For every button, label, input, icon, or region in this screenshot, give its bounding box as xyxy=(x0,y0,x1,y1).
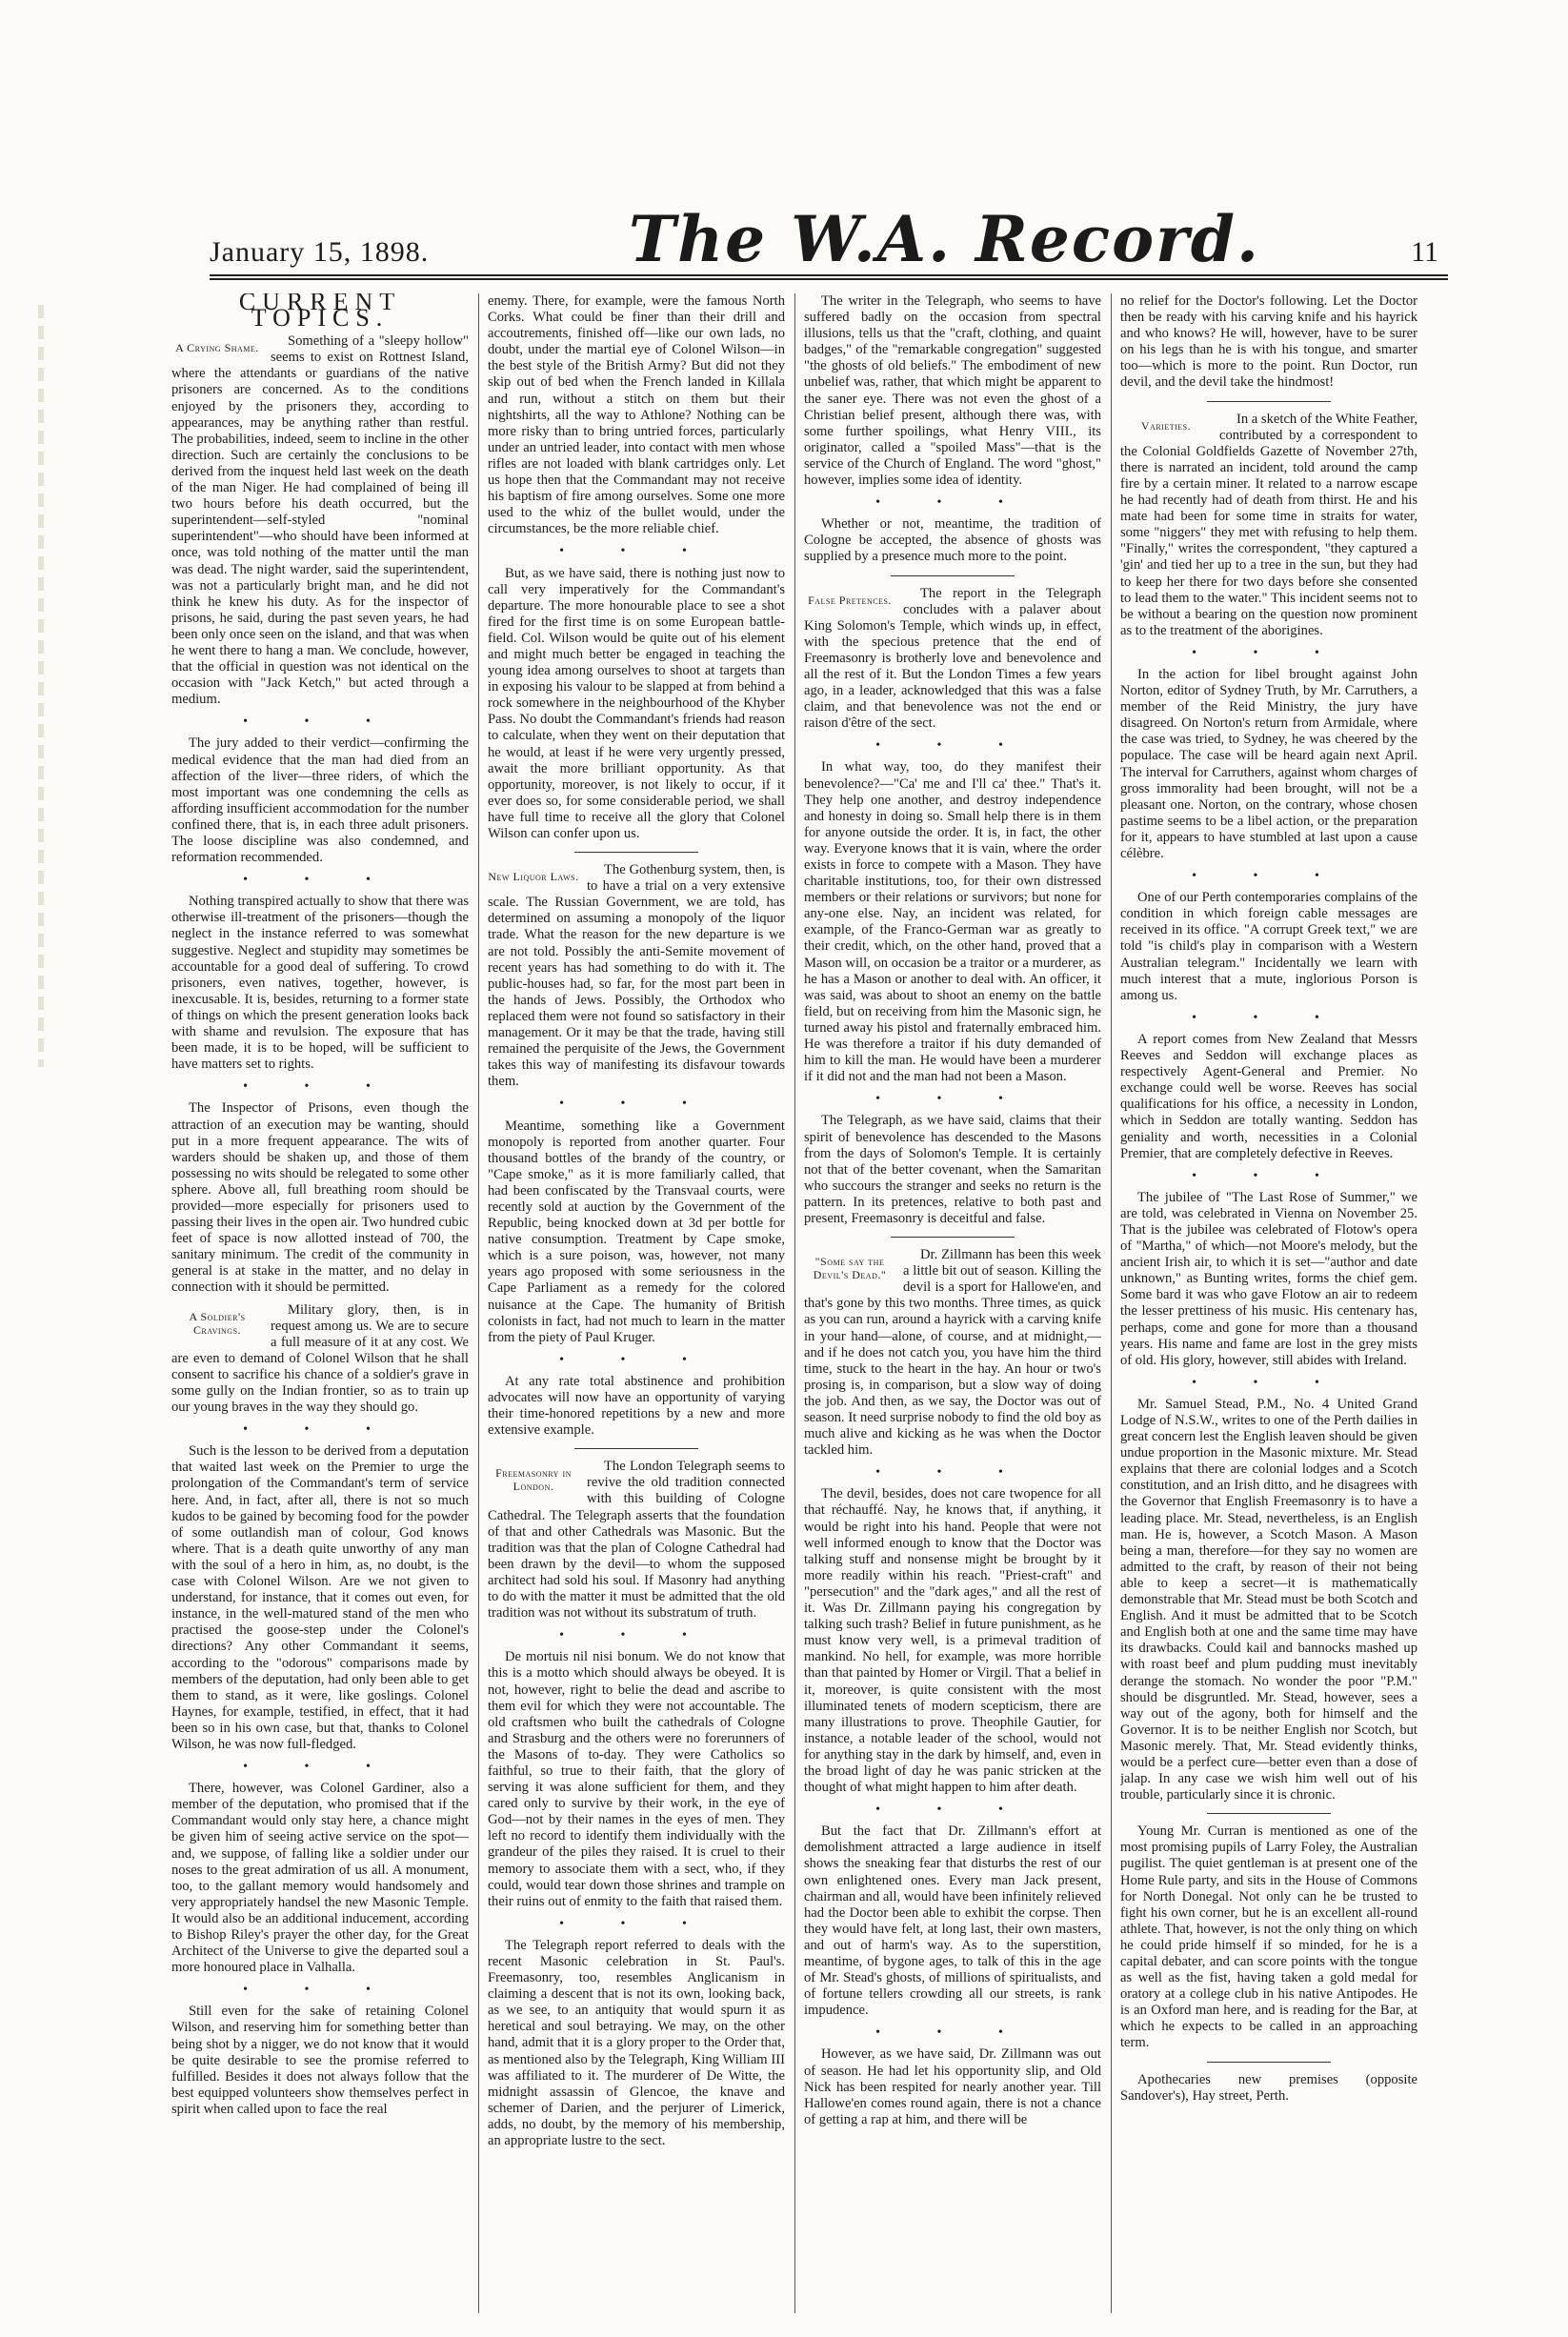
separator-dots: • • • xyxy=(559,1628,714,1643)
separator-dots: • • • xyxy=(1192,869,1346,884)
newspaper-page xyxy=(38,38,1524,2320)
section-title: CURRENT TOPICS. xyxy=(238,293,402,332)
paragraph: The Gothenburg system, then, is to have a trial on a very extensive scale. The Russian Government, we are told, has determined on assuming a monopoly of the liquor trade. What the reason for the new departure is we are not told. Possibly the anti-Semite movement of recent years has had something to do with it. The public-houses had, so far, for the most part been in the hands of Jews. Possibly, the Orthodox who replaced them were not found so satisfactory in their management. Or it may be that the trade, having still remained the perquisite of the Jews, the Government takes this way of manifesting its disfavour towards them. xyxy=(488,862,785,1090)
paragraph: In what way, too, do they manifest their benevolence?—"Ca' me and I'll ca' thee." That's it. They help one another, and destroy independence and honesty in doing so. Small help there is in them for anyone outside the order. It is, in fact, the other way. Everyone knows that it is vain, where the order exists in force to compete with a Mason. They have charitable institutions, too, for their own distressed members or their relations or survivors; but none for any-one else. Nay, an incident was related, for example, of the Franco-German war as greatly to their credit, which, on the other hand, proved that a Mason will, on occasion be a traitor or a murderer, as he has a Mason or another to deal with. An officer, it was said, was about to shoot an enemy on the battle field, but on receiving from him the Masonic sign, he turned away his pistol and fraternally embraced him. He was therefore a traitor if his duty demanded of him to kill the man. He would have been a murderer if it did not and the man had not been a Mason. xyxy=(804,759,1101,1085)
separator-dots: • • • xyxy=(559,544,714,559)
separator-dots: • • • xyxy=(243,873,397,888)
paragraph: Mr. Samuel Stead, P.M., No. 4 United Grand Lodge of N.S.W., writes to one of the Perth dailies in great concern lest the English leaven should be given undue proportion in the Masonic mixture. Mr. Stead explains that there are colonial lodges and a Scotch constitution, and an Irish ditto, and he disagrees with the Governor that English Freemasonry is to have a leading place. Mr. Stead, nevertheless, is an English man. He is, however, a Scotch Mason. A Mason being a man, therefore—for they say no women are admitted to the craft, by reason of their not being able to keep a secret—it is mathematically demonstrable that Mr. Stead must be both Scotch and English. And it must be admitted that to be Scotch and English both at one and the same time may have its drawbacks. Could kail and bannocks mashed up with roast beef and plum pudding must inevitably derange the stomach. No wonder the poor "P.M." should be disgruntled. Mr. Stead, however, sees a way out of the agony, both for himself and the Governor. It is to be neither English nor Scotch, but Masonic merely. That, Mr. Stead evidently thinks, would be a perfect cure—better even than a dose of jalap. In any case we wish him well out of his trouble, particularly since it is chronic. xyxy=(1120,1396,1417,1803)
masthead xyxy=(38,181,1524,276)
column-rule xyxy=(794,293,795,2313)
separator-dots: • • • xyxy=(875,1092,1030,1107)
separator-dots: • • • xyxy=(243,715,397,730)
section-divider xyxy=(891,575,1015,576)
separator-dots: • • • xyxy=(875,2025,1030,2041)
column-3 xyxy=(804,293,1101,2313)
page-number: 11 xyxy=(1411,236,1438,268)
side-heading-new-liquor-laws: New Liquor Laws. xyxy=(488,870,579,884)
advertisement: Apothecaries new premises (opposite Sandover's), Hay street, Perth. xyxy=(1120,2071,1417,2104)
paragraph: One of our Perth contemporaries complains of the condition in which foreign cable messages are received in its office. "A corrupt Greek text," we are told "is child's play in comparison with a Western Australian telegram." Incidentally we learn with much interest that a mute, inglorious Porson is among us. xyxy=(1120,890,1417,1003)
paragraph: The report in the Telegraph concludes with a palaver about King Solomon's Temple, which winds up, in effect, with the specious pretence that the end of Freemasonry is brotherly love and benevolence and all the rest of it. But the London Times a few years ago, in a leader, acknowledged that this was a false claim, and that benevolence was not the end or raison d'être of the sect. xyxy=(804,585,1101,732)
separator-dots: • • • xyxy=(875,1803,1030,1818)
section-divider xyxy=(574,852,698,853)
column-1 xyxy=(171,293,469,2313)
separator-dots: • • • xyxy=(875,495,1030,511)
paragraph: The London Telegraph seems to revive the old tradition connected with this building of Cologne Cathedral. The Telegraph asserts that the foundation of that and other Cathedrals was Masonic. But the tradition was that the plan of Cologne Cathedral had been drawn by the devil—to whom the supposed architect had sold his soul. If Masonry had anything to do with the matter it must be admitted that the old tradition was not without its substratum of truth. xyxy=(488,1459,785,1622)
paragraph: Dr. Zillmann has been this week a little bit out of season. Killing the devil is a sport for Hallowe'en, and that's gone by this two months. Three times, as quick as you can run, around a hayrick with a carving knife in your hand—alone, of course, and at midnight,—and if he does not catch you, you have him the third time, stuck to the heart in the hay. An hour or two's prosing is, in comparison, but a slow way of doing the job. And then, as we say, the Doctor was out of season. It need surprise nobody to find the old boy as much alive and kicking as he was when the Doctor tackled him. xyxy=(804,1247,1101,1459)
side-heading-freemasonry-in-london: Freemasonry in London. xyxy=(495,1466,572,1494)
separator-dots: • • • xyxy=(875,738,1030,754)
section-divider xyxy=(574,1448,698,1449)
header-rule xyxy=(210,274,1448,276)
paragraph: The devil, besides, does not care twopence for all that réchauffé. Nay, he knows that, if anything, it would be right into his hand. People that were not well informed enough to know that the Doctor was talking stuff and nonsense might be brought by it more readily within his reach. "Priest-craft" and "persecution" and the "dark ages," and all the rest of it. Was Dr. Zillmann paying his congregation by talking such trash? Belief in future punishment, as he must know very well, is a primeval tradition of mankind. No hell, for example, was more horrible than that painted by Homer or Virgil. That a belief in it, moreover, is quite consistent with the most illuminated tenets of modern scepticism, there are many illustrations to prove. Theophile Gautier, for instance, a notable leader of the school, would not for anything stay in the dark by himself, and, even in the broad light of day he was panic stricken at the thought of what might happen to him after death. xyxy=(804,1486,1101,1796)
paragraph: Such is the lesson to be derived from a deputation that waited last week on the Premier to urge the prolongation of the Commandant's term of service here. And, in fact, after all, there is not so much kudos to be gained by becoming food for the powder of some outlandish man of colour, God knows where. That is a death quite unworthy of any man with the soul of a hero in him, as, no doubt, is the case with Colonel Wilson. Are we not given to understand, for instance, that it comes out even, for instance, in the well-matured stand of the men who practised the goose-step under the Colonel's directions? Any other Commandant it seems, according to the "odorous" comparisons made by members of the deputation, had only been able to get them to stand, as it were, like goslings. Colonel Haynes, for example, testified, in effect, that it had been so in his own case, but that, thanks to Colonel Wilson, he was now full-fledged. xyxy=(171,1443,469,1752)
separator-dots: • • • xyxy=(559,1352,714,1367)
separator-dots: • • • xyxy=(559,1097,714,1112)
paragraph: But, as we have said, there is nothing just now to call very imperatively for the Commandant's departure. The more honourable place to see a shot fired for the first time is on some European battle-field. Col. Wilson would be quite out of his element and might much better be engaged in teaching the young idea among ourselves to shoot at targets than in exposing his valour to be slapped at from behind a rock somewhere in the neighbourhood of the Khyber Pass. No doubt the Commandant's friends had reason to calculate, when they went on their deputation that he would, at least if he were very urgently pressed, await the more brilliant opportunity. As that opportunity, moreover, is not likely to occur, if it ever does so, for some considerable period, we shall have full time to receive all the glory that Colonel Wilson can confer upon us. xyxy=(488,565,785,841)
separator-dots: • • • xyxy=(243,1079,397,1095)
column-rule xyxy=(1111,293,1112,2313)
paragraph: The jubilee of "The Last Rose of Summer," we are told, was celebrated in Vienna on November 25. That is the jubilee was celebrated of Flotow's opera of "Martha," of which—not Moore's melody, but the ancient Irish air, to which it is set—"author and date unknown," as Bunting writes, forms the chief gem. Some bard it was who gave Flotow an air to redeem the lesser prettiness of his music. His centenary has, perhaps, come and gone for more than a thousand years. His name and fame are lost in the grey mists of old. His glory, however, still abides with Ireland. xyxy=(1120,1189,1417,1368)
paragraph: The Telegraph report referred to deals with the recent Masonic celebration in St. Paul's. Freemasonry, too, resembles Anglicanism in claiming a descent that is not its own, looking back, as we see, to an antiquity that would spurn it as heretical and soul betraying. We may, on the other hand, admit that it is a glory proper to the Order that, as mentioned also by the Telegraph, King William III was affiliated to it. The murderer of De Witte, the midnight assassin of Glencoe, the knave and schemer of Darien, and the perjurer of Limerick, adds, no doubt, by the memory of his membership, an appropriate lustre to the sect. xyxy=(488,1937,785,2149)
paragraph: Military glory, then, is in request among us. We are to secure a full measure of it at any cost. We are even to demand of Colonel Wilson that he shall consent to sacrifice his chance of a soldier's grave in some gully on the Indian frontier, so as to train up our young braves in the way they should go. xyxy=(171,1301,469,1416)
separator-dots: • • • xyxy=(243,1983,397,1998)
paragraph: De mortuis nil nisi bonum. We do not know that this is a motto which should always be obeyed. It is not, however, right to belie the dead and ascribe to them evil for which they were not accountable. The old craftsmen who built the cathedrals of Cologne and Strasburg and the others were no forerunners of the Masons of to-day. They were Catholics so faithful, so true to their faith, that the glory of serving it was alone sufficient for them, and they cared only to survive by their work, in the eye of God—not by their names in the eyes of men. They left no record to identify them individually with the grandeur of the piles they raised. It is cruel to their memory to associate them with a sect, who, if they could, would tear down those shrines and trample on their ruins out of enmity to the faith that raised them. xyxy=(488,1649,785,1909)
paragraph: enemy. There, for example, were the famous North Corks. What could be finer than their drill and accoutrements, finished off—like our own lads, no doubt, under the martial eye of Colonel Wilson—in the best style of the British Army? But did not they skip out of bed when the French landed in Killala and run, without a stitch on them but their nightshirts, all the way to Athlone? Nothing can be more risky than to bring untried forces, particularly under an untried leader, into contact with men whose rifles are not loaded with blank cartridges only. Let us hope then that the Commandant may not receive his baptism of fire among ourselves. Some one more used to the whiz of the bullet would, under the circumstances, be the more reliable chief. xyxy=(488,293,785,537)
side-heading-varieties: Varieties. xyxy=(1140,418,1192,433)
paragraph: Still even for the sake of retaining Colonel Wilson, and reserving him for something better than being shot by a nigger, we do not know that it would be quite desirable to see the promise referred to fulfilled. Besides it does not always follow that the best equipped volunteers show themselves perfect in spirit when called upon to face the real xyxy=(171,2004,469,2117)
paragraph: There, however, was Colonel Gardiner, also a member of the deputation, who promised that if the Commandant would only stay here, a chance might be given him of seeing active service on the spot—and, we suppose, of falling like a soldier under our noses to the great admiration of us all. A monument, too, to the gallant memory would handsomely and very appropriately handsel the new Masonic Temple. It would also be an additional inducement, according to Bishop Riley's prayer the other day, for the Great Architect of the Universe to give the departed soul a more honoured place in Valhalla. xyxy=(171,1781,469,1976)
paragraph: A report comes from New Zealand that Messrs Reeves and Seddon will exchange places as respectively Agent-General and Premier. No exchange could well be worse. Reeves has social qualifications for his office, a necessity in London, which in Seddon are totally wanting. Seddon has geniality and worth, necessities in a Colonial Premier, that are completely defective in Reeves. xyxy=(1120,1031,1417,1161)
column-rule xyxy=(478,293,479,2313)
separator-dots: • • • xyxy=(1192,1375,1346,1390)
side-heading-false-pretences: False Pretences. xyxy=(808,593,892,607)
paragraph: At any rate total abstinence and prohibition advocates will now have an opportunity of varying their time-honored repetitions by a new and more extensive example. xyxy=(488,1373,785,1439)
separator-dots: • • • xyxy=(559,1916,714,1931)
paragraph: However, as we have said, Dr. Zillmann was out of season. He had let his opportunity slip, and Old Nick has been respited for nearly another year. Till Hallowe'en comes round again, there is not a chance of getting a rap at him, and there will be xyxy=(804,2046,1101,2127)
newspaper-title: The W.A. Record. xyxy=(629,202,1260,276)
paragraph: Meantime, something like a Government monopoly is reported from another quarter. Four thousand bottles of the brandy of the country, or "Cape smoke," as it is more familiarly called, that had been confiscated by the Transvaal courts, were recently sold at auction by the Government of the Republic, being knocked down at 3d per bottle for native consumption. Treatment by Cape smoke, which is a sure poison, was, however, not many years ago proposed with some seriousness in the Cape Parliament as a remedy for the colored nuisance at the Cape. The humanity of British colonists in fact, had not much to learn in the matter from the piety of Paul Kruger. xyxy=(488,1118,785,1345)
paragraph: Young Mr. Curran is mentioned as one of the most promising pupils of Larry Foley, the Australian pugilist. The quiet gentleman is at present one of the Home Rule party, and sits in the House of Commons for North Donegal. Not only can he be trusted to fight his own corner, but he is an excellent all-round athlete. That, however, is not the only thing on which he could pride himself if so minded, for he is a capital debater, and can score points with the tongue as well as the fist, having taken a gold medal for oratory at a college club in his native Antipodes. He is an Oxford man here, and is reading for the Bar, at which he expects to be called in an approaching term. xyxy=(1120,1823,1417,2051)
paragraph: The writer in the Telegraph, who seems to have suffered badly on the occasion from spectral illusions, tells us that the "craft, clothing, and quaint badges," of the "remarkable congregation" suggested "the ghosts of old beliefs." The embodiment of new unbelief was, rather, that which might be apparent to the saner eye. There was not even the ghost of a Christian belief present, although there was, with some further spoilings, what Henry VIII., its originator, called a "spoiled Mass"—that is the service of the Church of England. The word "ghost," however, implies some idea of identity. xyxy=(804,293,1101,489)
paragraph: The jury added to their verdict—confirming the medical evidence that the man had died from an affection of the liver—three riders, of which the most important was one condemning the cells as affording insufficient accommodation for the number confined there, that is, in each three adult prisoners. The loose discipline was also condemned, and reformation recommended. xyxy=(171,735,469,866)
side-heading-crying-shame: A Crying Shame. xyxy=(175,341,259,355)
separator-dots: • • • xyxy=(243,1422,397,1438)
header-rule-2 xyxy=(210,278,1448,280)
issue-date: January 15, 1898. xyxy=(210,236,430,268)
paragraph: In a sketch of the White Feather, contributed by a correspondent to the Colonial Goldfields Gazette of November 27th, there is narrated an incident, told around the camp fire by a certain miner. It related to a narrow escape he had recently had of death from thirst. He and his mate had been for some time in straits for water, some "niggers" they met with refusing to help them. "Finally," writes the correspondent, "they captured a 'gin' and tied her up to a tree in the sun, but they had to keep her there for two days before she consented to lead them to the water." This incident seems not to be without a bearing on the question now prominent as to the treatment of the aborigines. xyxy=(1120,411,1417,638)
paragraph: But the fact that Dr. Zillmann's effort at demolishment attracted a large audience in itself shows the sneaking fear that disturbs the rest of our own enlightened ones. Every man Jack present, chairman and all, would have been infinitely relieved had the Doctor been able to exhibit the corpse. Then they would have felt, at long last, their own masters, and out of harm's way. As to the superstition, meantime, of bygone ages, to talk of this in the age of Mr. Stead's ghosts, of millions of spiritualists, and of fortune tellers crowding all our streets, is rank impudence. xyxy=(804,1823,1101,2019)
paragraph: no relief for the Doctor's following. Let the Doctor then be ready with his carving knife and his hayrick and who knows? He will, however, have to be surer on his legs than he is with his tongue, and smarter too—which is more to the point. Run Doctor, run devil, and the devil take the hindmost! xyxy=(1120,293,1417,391)
paragraph: The Telegraph, as we have said, claims that their spirit of benevolence has descended to the Masons from the days of Solomon's Temple. It is certainly not that of the better covenant, when the Samaritan who succours the stranger and seeks no return is the pattern. In its pretences, relative to both past and present, Freemasonry is deceitful and false. xyxy=(804,1113,1101,1226)
separator-dots: • • • xyxy=(1192,1010,1346,1025)
section-divider xyxy=(891,1237,1015,1238)
side-heading-devils-dead: "Some say the Devil's Dead." xyxy=(813,1255,887,1282)
side-heading-soldiers-cravings: A Soldier's Cravings. xyxy=(189,1309,246,1337)
column-4 xyxy=(1120,293,1417,2313)
paragraph: Something of a "sleepy hollow" seems to exist on Rottnest Island, where the attendants or guardians of the native prisoners are concerned. As to the conditions enjoyed by the prisoners they, according to appearances, may be anything rather than restful. The probabilities, indeed, seem to incline in the other direction. Such are certainly the conclusions to be derived from the inquest held last week on the death of the man Niger. He had complained of being ill two hours before his death occurred, but the superintendent—self-styled "nominal superintendent"—who should have been informed at once, was told nothing of the matter until the man was dead. The night warder, said the superintendent, was not a particularly bright man, and he did not think he knew his duty. As for the inspector of prisons, he said, during the past seven years, he had been only once seen on the island, and that was when he went there to hang a man. We conclude, however, that the official in question was not identical on the occasion with "Jack Ketch," but acted through a medium. xyxy=(171,333,469,708)
paragraph: Nothing transpired actually to show that there was otherwise ill-treatment of the prisoners—though the neglect in the instance referred to was somewhat suggestive. Neglect and stupidity may sometimes be accountable for a good deal of suffering. To crowd prisoners, even natives, together, however, is inexcusable. It is, besides, returning to a former state of things on which the present generation looks back with shame and revulsion. The exposure that has been made, it is to be hoped, will be sufficient to have matters set to rights. xyxy=(171,894,469,1073)
section-divider xyxy=(1207,2062,1331,2063)
separator-dots: • • • xyxy=(875,1465,1030,1481)
section-divider xyxy=(1207,401,1331,402)
paragraph: In the action for libel brought against John Norton, editor of Sydney Truth, by Mr. Carruthers, a member of the Reid Ministry, the jury have disagreed. On Norton's return from Armidale, where the case was tried, to Sydney, he was cheered by the populace. The case will be heard again next April. The interval for Carruthers, against whom charges of gross immorality had been brought, will not be a pleasant one. Norton, on the contrary, whose chosen pastime seems to be a libel action, or the preparation for it, appears to have stumbled at last upon a cause célèbre. xyxy=(1120,666,1417,861)
separator-dots: • • • xyxy=(243,1760,397,1775)
separator-dots: • • • xyxy=(1192,645,1346,660)
paragraph: Whether or not, meantime, the tradition of Cologne be accepted, the absence of ghosts was supplied by a presence much more to the point. xyxy=(804,516,1101,565)
section-divider xyxy=(1207,1813,1331,1814)
separator-dots: • • • xyxy=(1192,1168,1346,1183)
paragraph: The Inspector of Prisons, even though the attraction of an execution may be wanting, should put in a more frequent appearance. The wits of warders should be shaken up, and those of them possessing no wits should be relegated to some other sphere. Above all, full breathing room should be provided—more especially for prisoners used to passing their lives in the open air. Two hundred cubic feet of space is now allotted instead of 700, the sanitary minimum. The credit of the community in general is at stake in the matter, and no delay in connection with it should be permitted. xyxy=(171,1100,469,1296)
column-2 xyxy=(488,293,785,2313)
